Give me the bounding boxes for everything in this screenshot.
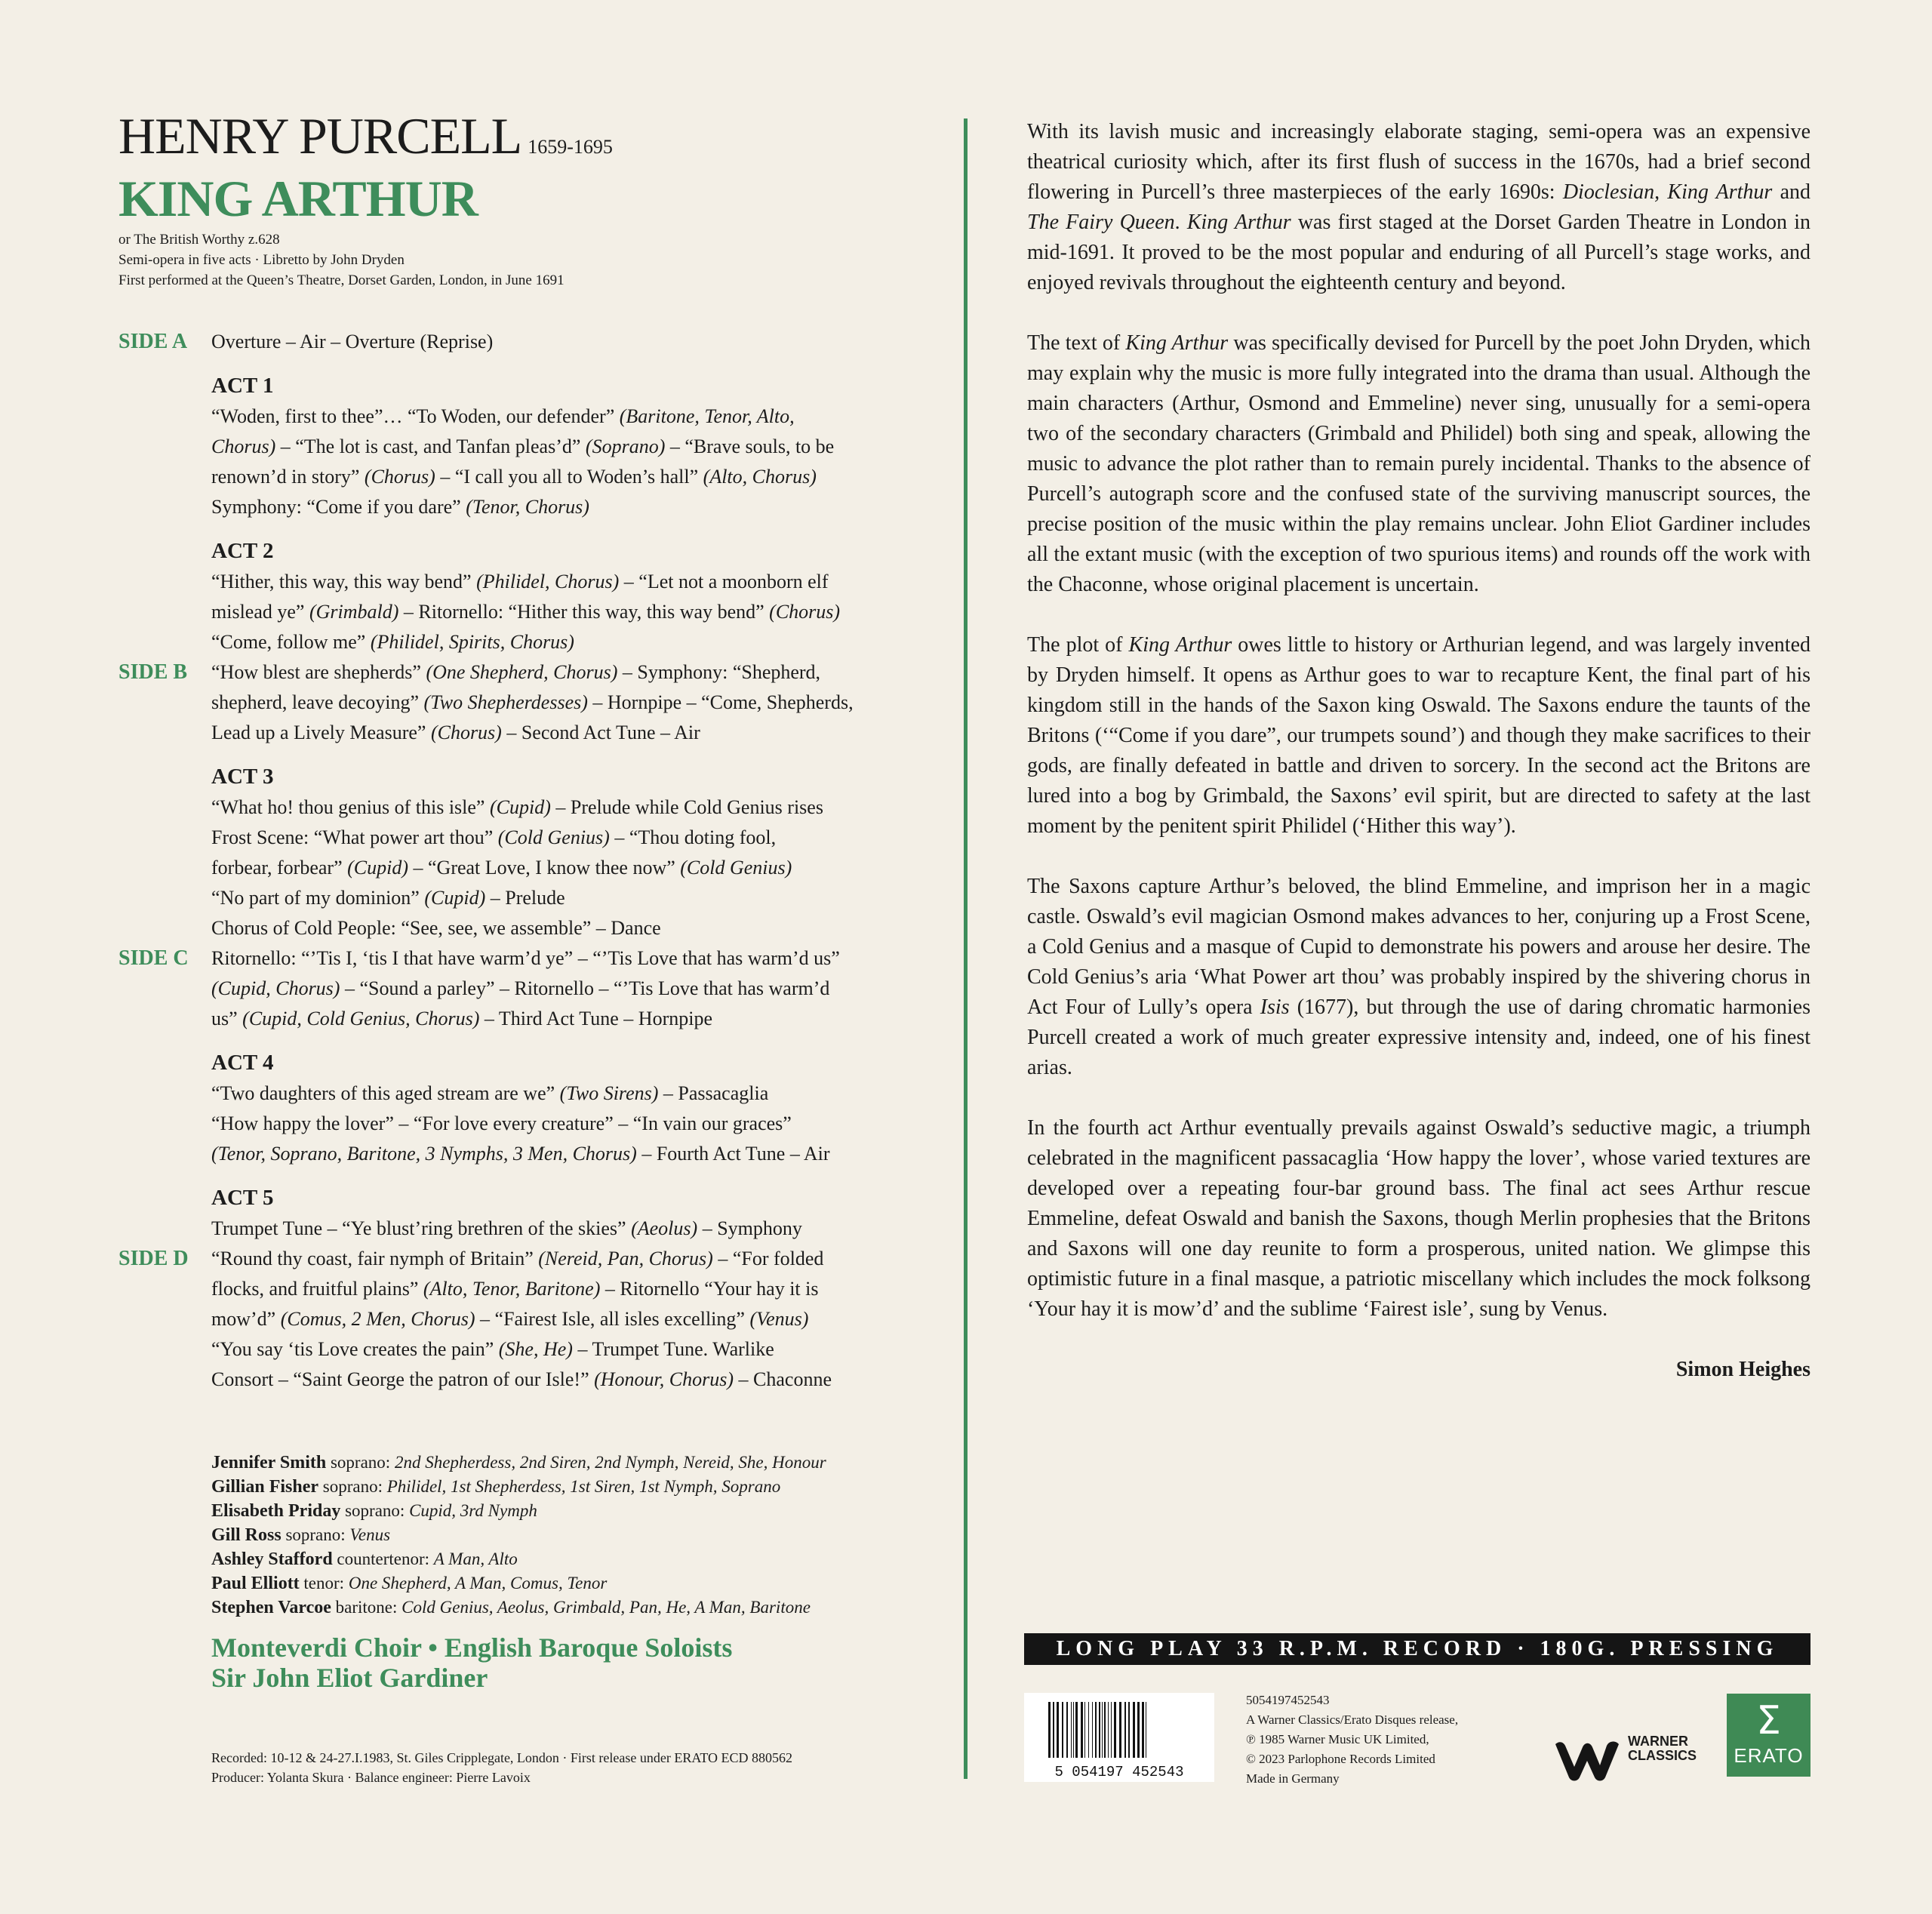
track-line: Symphony: “Come if you dare” (Tenor, Chorus) — [211, 496, 589, 518]
cast-row — [211, 1499, 826, 1523]
roles: Cold Genius, Aeolus, Grimbald, Pan, He, A Man, Baritone — [401, 1598, 811, 1617]
barcode-bar — [1084, 1702, 1085, 1758]
notes-paragraph: The text of King Arthur was specifically devised for Purcell by the poet John Dryden, which may explain why the music is more fully integrated into the drama than usual. Although the main characters (Arthur, Osmond and Emmeline) never sing, unusually for a semi-opera two of the secondary characters (Grimbald and Philidel) both sing and speak, allowing the music to advance the plot rather than to remain purely incidental. Thanks to the absence of Purcell’s autograph score and the confused state of the surviving manuscript sources, the precise position of the music within the play remains unclear. John Eliot Gardiner includes all the extant music (with the exception of two spurious items) and rounds off the work with the Chaconne, whose original placement is uncertain. — [1027, 331, 1811, 596]
track-line: (Tenor, Soprano, Baritone, 3 Nymphs, 3 Men, Chorus) – Fourth Act Tune – Air — [211, 1143, 830, 1165]
roles: 2nd Shepherdess, 2nd Siren, 2nd Nymph, Nereid, She, Honour — [394, 1453, 826, 1472]
conductor-line: Sir John Eliot Gardiner — [211, 1663, 488, 1693]
voice-type: soprano: — [330, 1453, 391, 1472]
roles: Philidel, 1st Shepherdess, 1st Siren, 1st Nymph, Soprano — [386, 1477, 781, 1496]
side-label-b: SIDE B — [118, 660, 188, 684]
tracklist-row — [118, 1169, 918, 1244]
track-line: shepherd, leave decoying” (Two Shepherdesses) – Hornpipe – “Come, Shepherds, — [211, 691, 854, 713]
track-line: Consort – “Saint George the patron of our Isle!” (Honour, Chorus) – Chaconne — [211, 1368, 832, 1390]
tracklist-row — [118, 1034, 918, 1169]
roles: One Shepherd, A Man, Comus, Tenor — [348, 1574, 608, 1592]
barcode-bar — [1075, 1702, 1078, 1758]
tracklist-row — [118, 327, 918, 357]
barcode-bar — [1066, 1702, 1068, 1758]
tracklist-row — [118, 943, 918, 1034]
act-4 — [211, 1034, 918, 1169]
left-column — [118, 109, 918, 1395]
roles: A Man, Alto — [433, 1549, 518, 1568]
barcode-bar — [1133, 1702, 1135, 1758]
track-line: forbear, forbear” (Cupid) – “Great Love, I know thee now” (Cold Genius) — [211, 857, 792, 879]
track-line: Ritornello: “’Tis I, ‘tis I that have warm’d ye” – “’Tis Love that has warm’d us” — [211, 947, 840, 969]
track-line: flocks, and fruitful plains” (Alto, Tenor, Baritone) – Ritornello “Your hay it is — [211, 1278, 819, 1300]
barcode-bar — [1119, 1702, 1121, 1758]
voice-type: soprano: — [345, 1501, 405, 1520]
notes-paragraph: In the fourth act Arthur eventually prevails against Oswald’s seductive magic, a triumph celebrated in the magnificent passacaglia ‘How happy the lover’, whose varied textures are developed over a repeating four-bar ground bass. The final act sees Arthur rescue Emmeline, defeat Oswald and banish the Saxons, though Merlin prophesies that the Britons and Saxons will one day reunite to form a prosperous, united nation. We glimpse this optimistic future in a final masque, a patriotic miscellany which includes the mock folksong ‘Your hay it is mow’d’ and the sublime ‘Fairest isle’, sung by Venus. — [1027, 1116, 1810, 1321]
track-line: Chorus of Cold People: “See, see, we assemble” – Dance — [211, 917, 661, 939]
tracklist-row-body — [211, 943, 918, 1034]
barcode-bar — [1057, 1702, 1059, 1758]
tracklist-row-body — [211, 1244, 918, 1395]
composer-dates: 1659-1695 — [528, 136, 613, 158]
cast-row — [211, 1571, 826, 1596]
producer-line: Producer: Yolanta Skura · Balance engineer: Pierre Lavoix — [211, 1770, 531, 1785]
subtitle-line: Semi-opera in five acts · Libretto by John Dryden — [118, 252, 405, 268]
legal-line: 5054197452543 — [1246, 1693, 1330, 1707]
track-line: “Come, follow me” (Philidel, Spirits, Chorus) — [211, 631, 574, 653]
legal-text — [1246, 1691, 1458, 1789]
column-divider — [964, 118, 968, 1779]
act-heading: ACT 2 — [211, 539, 274, 563]
side-label-c: SIDE C — [118, 946, 189, 970]
track-line: Lead up a Lively Measure” (Chorus) – Second Act Tune – Air — [211, 722, 700, 743]
composer-heading — [118, 109, 918, 174]
recording-credits — [211, 1748, 792, 1787]
singer-name: Paul Elliott — [211, 1574, 300, 1593]
voice-type: countertenor: — [337, 1549, 430, 1568]
barcode-bar — [1092, 1702, 1093, 1758]
track-line: “Two daughters of this aged stream are we” (Two Sirens) – Passacaglia — [211, 1082, 769, 1104]
liner-notes — [1027, 117, 1810, 1385]
act-5 — [211, 1169, 918, 1244]
track-line: “How blest are shepherds” (One Shepherd, Chorus) – Symphony: “Shepherd, — [211, 661, 821, 683]
legal-line: A Warner Classics/Erato Disques release, — [1246, 1712, 1459, 1727]
barcode-bar — [1099, 1702, 1100, 1758]
cast-row — [211, 1547, 826, 1571]
singer-name: Gill Ross — [211, 1525, 281, 1545]
barcode-digits: 5 054197 452543 — [1054, 1764, 1184, 1780]
barcode-bar — [1088, 1702, 1089, 1758]
voice-type: tenor: — [303, 1574, 345, 1592]
track-line: (Cupid, Chorus) – “Sound a parley” – Ritornello – “’Tis Love that has warm’d — [211, 977, 830, 999]
legal-line: Made in Germany — [1246, 1771, 1340, 1786]
barcode-bar — [1142, 1702, 1144, 1758]
side-label-d: SIDE D — [118, 1247, 189, 1270]
tracklist-row — [118, 657, 918, 748]
classics-text: CLASSICS — [1628, 1748, 1697, 1763]
track-line: “How happy the lover” – “For love every creature” – “In vain our graces” — [211, 1112, 792, 1134]
subtitle-line: First performed at the Queen’s Theatre, Dorset Garden, London, in June 1691 — [118, 272, 565, 288]
legal-line: ℗ 1985 Warner Music UK Limited, — [1246, 1732, 1429, 1746]
singer-name: Ashley Stafford — [211, 1549, 333, 1569]
sigma-icon: Σ — [1756, 1698, 1781, 1743]
singer-name: Jennifer Smith — [211, 1453, 327, 1472]
barcode-bar — [1102, 1702, 1103, 1758]
voice-type: soprano: — [322, 1477, 383, 1496]
singer-name: Gillian Fisher — [211, 1477, 319, 1497]
notes-author: Simon Heighes — [1675, 1358, 1810, 1381]
barcode-bar — [1111, 1702, 1112, 1758]
track-line: renown’d in story” (Chorus) – “I call you all to Woden’s hall” (Alto, Chorus) — [211, 466, 817, 488]
barcode-bar — [1048, 1702, 1051, 1758]
voice-type: baritone: — [335, 1598, 398, 1617]
singer-name: Elisabeth Priday — [211, 1501, 341, 1521]
track-line: “No part of my dominion” (Cupid) – Prelude — [211, 887, 565, 909]
barcode-bar — [1124, 1702, 1126, 1758]
track-line: Trumpet Tune – “Ye blust’ring brethren of the skies” (Aeolus) – Symphony — [211, 1217, 802, 1239]
track-line: “Woden, first to thee”… “To Woden, our defender” (Baritone, Tenor, Alto, — [211, 405, 795, 427]
roles: Cupid, 3rd Nymph — [409, 1501, 537, 1520]
barcode-graphic — [1024, 1693, 1214, 1782]
erato-wordmark: ERATO — [1734, 1744, 1804, 1767]
erato-logo — [1727, 1694, 1810, 1777]
barcode-bar — [1137, 1702, 1140, 1758]
track-line: “Hither, this way, this way bend” (Philidel, Chorus) – “Let not a moonborn elf — [211, 571, 829, 592]
act-heading: ACT 3 — [211, 765, 274, 789]
work-title: KING ARTHUR — [118, 170, 478, 227]
roles: Venus — [349, 1525, 391, 1544]
act-2 — [211, 522, 918, 657]
recording-line: Recorded: 10-12 & 24-27.I.1983, St. Giles Cripplegate, London · First release under ERATO ECD 880562 — [211, 1750, 793, 1765]
act-heading: ACT 4 — [211, 1051, 274, 1075]
cast-row — [211, 1451, 826, 1475]
track-line: “What ho! thou genius of this isle” (Cupid) – Prelude while Cold Genius rises — [211, 796, 823, 818]
barcode-bar — [1062, 1702, 1063, 1758]
side-label-a: SIDE A — [118, 330, 188, 353]
act-heading: ACT 1 — [211, 374, 274, 398]
warner-classics-wordmark — [1628, 1734, 1697, 1763]
voice-type: soprano: — [285, 1525, 346, 1544]
barcode — [1024, 1693, 1214, 1782]
barcode-bar — [1095, 1702, 1097, 1758]
legal-line: © 2023 Parlophone Records Limited — [1246, 1752, 1435, 1766]
barcode-bar — [1081, 1702, 1083, 1758]
ensemble-line: Monteverdi Choir • English Baroque Soloists — [211, 1632, 733, 1663]
track-line: “You say ‘tis Love creates the pain” (She, He) – Trumpet Tune. Warlike — [211, 1338, 774, 1360]
warner-music-logo-icon — [1551, 1731, 1625, 1783]
act-3 — [211, 748, 918, 943]
track-line: us” (Cupid, Cold Genius, Chorus) – Third Act Tune – Hornpipe — [211, 1008, 712, 1029]
warner-text: WARNER — [1628, 1734, 1688, 1749]
track-line: “Round thy coast, fair nymph of Britain” (Nereid, Pan, Chorus) – “For folded — [211, 1248, 824, 1269]
barcode-bar — [1114, 1702, 1116, 1758]
tracklist — [118, 327, 918, 1395]
barcode-bar — [1053, 1702, 1054, 1758]
track-line: mow’d” (Comus, 2 Men, Chorus) – “Fairest Isle, all isles excelling” (Venus) — [211, 1308, 809, 1330]
tracklist-row-body — [211, 657, 918, 748]
notes-paragraph: With its lavish music and increasingly elaborate staging, semi-opera was an expensive theatrical curiosity which, after its first flush of success in the 1670s, had a brief second flowering in Purcell’s three masterpieces of the early 1690s: Dioclesian, King Arthur and The Fairy Queen. King Arthur was first staged at the Dorset Garden Theatre in London in mid-1691. It proved to be the most popular and enduring of all Purcell’s stage works, and enjoyed revivals throughout the eighteenth century and beyond. — [1027, 120, 1810, 294]
act-1 — [211, 357, 918, 522]
cast-row — [211, 1475, 826, 1499]
ensemble-credit — [211, 1632, 732, 1693]
tracklist-row — [118, 748, 918, 943]
barcode-bar — [1128, 1702, 1130, 1758]
composer-name: HENRY PURCELL — [118, 107, 522, 165]
overture-line: Overture – Air – Overture (Reprise) — [211, 331, 494, 352]
barcode-bar — [1073, 1702, 1074, 1758]
cast-row — [211, 1523, 826, 1547]
barcode-bar — [1071, 1702, 1072, 1758]
tracklist-row — [118, 1244, 918, 1395]
notes-paragraph: The plot of King Arthur owes little to history or Arthurian legend, and was largely invented by Dryden himself. It opens as Arthur goes to war to recapture Kent, the final part of his kingdom still in the hands of the Saxon king Oswald. The Saxons endure the taunts of the Britons (‘“Come if you dare”, our trumpets sound’) and though they make sacrifices to their gods, are finally defeated in battle and driven to sorcery. In the second act the Britons are lured into a bog by Grimbald, the Saxons’ evil spirit, but are directed to safety at the last moment by the penitent spirit Philidel (‘Hither this way’). — [1027, 633, 1810, 838]
track-line: Chorus) – “The lot is cast, and Tanfan pleas’d” (Soprano) – “Brave souls, to be — [211, 435, 835, 457]
singer-name: Stephen Varcoe — [211, 1598, 331, 1617]
track-line: mislead ye” (Grimbald) – Ritornello: “Hither this way, this way bend” (Chorus) — [211, 601, 841, 623]
notes-paragraph: The Saxons capture Arthur’s beloved, the blind Emmeline, and imprison her in a magic castle. Oswald’s evil magician Osmond makes advances to her, conjuring up a Frost Scene, a Cold Genius and a masque of Cupid to demonstrate his powers and arouse her desire. The Cold Genius’s aria ‘What Power art thou’ was probably inspired by the shivering chorus in Act Four of Lully’s opera Isis (1677), but through the use of daring chromatic harmonies Purcell created a work of much greater expressive intensity and, indeed, one of his finest arias. — [1027, 875, 1811, 1079]
tracklist-row — [118, 357, 918, 522]
cast-list — [211, 1451, 826, 1620]
barcode-bar — [1108, 1702, 1109, 1758]
track-line: Frost Scene: “What power art thou” (Cold Genius) – “Thou doting fool, — [211, 826, 777, 848]
tracklist-row — [118, 522, 918, 657]
cast-row — [211, 1596, 826, 1620]
lp-format-bar: LONG PLAY 33 R.P.M. RECORD · 180G. PRESSING — [1024, 1633, 1810, 1665]
subtitle-line: or The British Worthy z.628 — [118, 232, 280, 248]
barcode-bar — [1104, 1702, 1106, 1758]
work-subtitle — [118, 229, 918, 291]
act-heading: ACT 5 — [211, 1186, 274, 1210]
